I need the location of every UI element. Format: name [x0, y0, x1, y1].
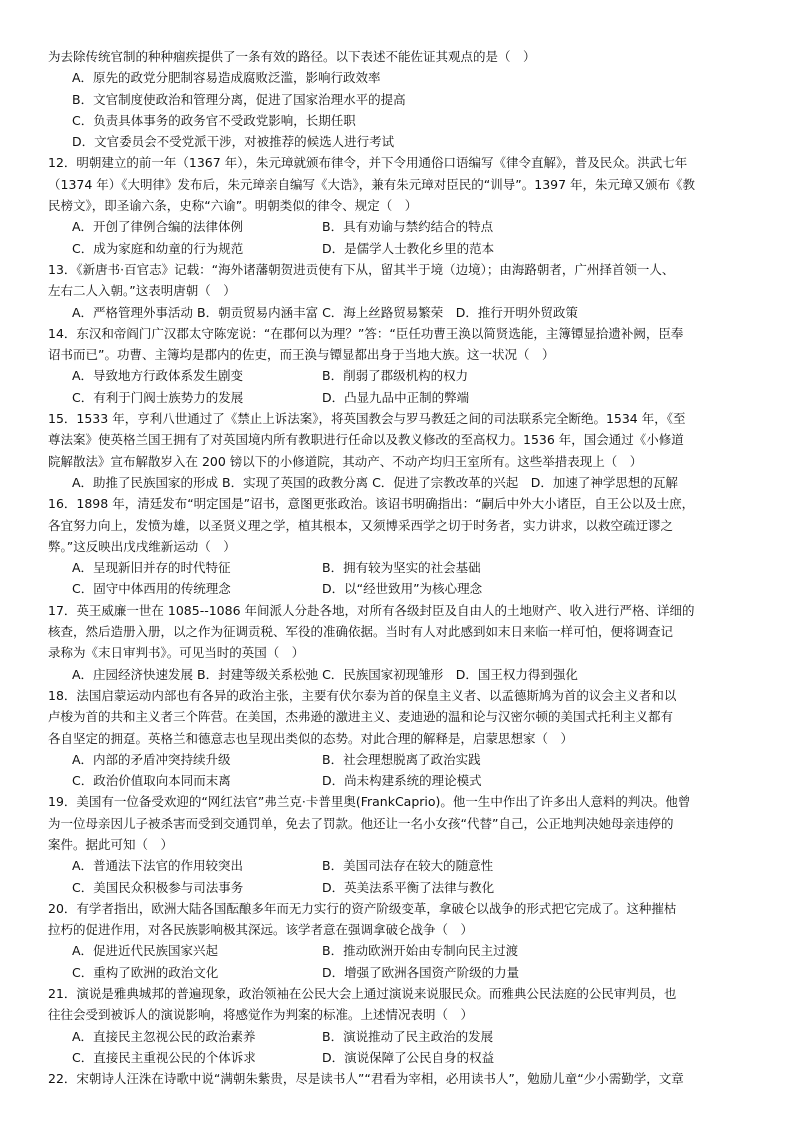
question-17-line-1: 17．英王威廉一世在 1085--1086 年间派人分赴各地，对所有各级封臣及自由人的土地财产、收入进行严格、详细的 [48, 602, 695, 618]
question-18 [48, 685, 764, 791]
question-19-line-2: 为一位母亲因儿子被杀害而受到交通罚单，免去了罚款。他还让一名小女孩“代替”自己，公正地判决她母亲违停的 [48, 815, 674, 831]
question-22-line-1: 22．宋朝诗人汪洙在诗歌中说“满朝朱紫贵，尽是读书人”“君看为宰相，必用读书人”，勉励儿童“少小需勤学，文章 [48, 1071, 684, 1087]
question-13-line-1: 13．《新唐书·百官志》记载：“海外诸藩朝贺进贡使有下从，留其半于境（边境）；由海路朝者，广州择首领一人、 [48, 261, 675, 277]
question-12 [48, 152, 764, 258]
option-a: A．普通法下法官的作用较突出 [72, 858, 244, 874]
option-d: D．以“经世致用”为核心理念 [322, 581, 483, 597]
option-c: C．重构了欧洲的政治文化 [72, 964, 219, 980]
options-row [48, 578, 764, 599]
option-d: D．英美法系平衡了法律与教化 [322, 879, 495, 895]
options-row [48, 387, 764, 408]
option-c: C．有利于门阀士族势力的发展 [72, 389, 244, 405]
option-c: C．政治价值取向本同而末离 [72, 773, 231, 789]
options-row [48, 770, 764, 791]
question-14-line-1: 14．东汉和帝阎门广汉郡太守陈宠说：“在郡何以为理？”答：“臣任功曹王涣以简贤选能，主簿镡显拾遗补阙，臣奉 [48, 325, 684, 341]
question-16-line-2: 各宜努力向上，发愤为雄，以圣贤义理之学，植其根本，又须博采西学之切于时务者，实力讲求，以救空疏迂谬之 [48, 517, 674, 533]
option-c: C．固守中体西用的传统理念 [72, 581, 231, 597]
options-row [48, 1026, 764, 1047]
options-row [48, 940, 764, 961]
question-17 [48, 600, 764, 685]
question-17-line-2: 核查，然后造册入册，以之作为征调贡税、军役的准确依据。当时有人对此感到如末日来临一样可怕，便将调查记 [48, 624, 674, 640]
question-20-line-1: 20．有学者指出，欧洲大陆各国酝酿多年而无力实行的资产阶级变革，拿破仑以战争的形式把它完成了。这种摧枯 [48, 900, 677, 916]
options-row [48, 238, 764, 259]
option-d: D．文官委员会不受党派干涉，对被推荐的候选人进行考试 [72, 134, 395, 150]
question-13-line-2: 左右二人入朝。”这表明唐朝（ ） [48, 283, 236, 299]
option-a: A．导致地方行政体系发生剧变 [72, 368, 244, 384]
options-row [48, 557, 764, 578]
option-b: B．社会理想脱离了政治实践 [322, 751, 481, 767]
option-d: D．是儒学人士教化乡里的范本 [322, 240, 495, 256]
options-row [48, 216, 764, 237]
question-12-line-1: 12．明朝建立的前一年（1367 年），朱元璋就颁布律令，并下令用通俗口语编写《律令直解》，普及民众。洪武七年 [48, 155, 688, 171]
option-d: D．演说保障了公民自身的权益 [322, 1049, 495, 1065]
question-18-line-1: 18．法国启蒙运动内部也有各异的政治主张，主要有伏尔泰为首的保皇主义者、以孟德斯鸠为首的议会主义者和以 [48, 687, 677, 703]
question-21-line-2: 往往会受到被诉人的演说影响，将感觉作为判案的标准。上述情况表明（ ） [48, 1007, 474, 1023]
question-19 [48, 791, 764, 897]
question-12-line-3: 民榜文》，即圣谕六条，史称“六谕”。明朝类似的律令、规定（ ） [48, 198, 418, 214]
question-15-line-3: 院解散法》宣布解散岁入在 200 镑以下的小修道院，其动产、不动产均归王室所有。这些举措表现上（ ） [48, 453, 643, 469]
option-c: C．直接民主重视公民的个体诉求 [72, 1049, 256, 1065]
options-row [48, 749, 764, 770]
options-row [48, 962, 764, 983]
options-row [48, 877, 764, 898]
option-a: A．内部的矛盾冲突持续升级 [72, 751, 231, 767]
option-a: A．开创了律例合编的法律体例 [72, 219, 244, 235]
options-row: A．助推了民族国家的形成 B．实现了英国的政教分离 C．促进了宗教改革的兴起 D．加速了神学思想的瓦解 [72, 474, 678, 490]
question-19-line-1: 19．美国有一位备受欢迎的“网红法官”弗兰克·卡普里奥(FrankCaprio)。他一生中作出了许多出人意料的判决。他曾 [48, 794, 691, 810]
question-21-line-1: 21．演说是雅典城邦的普遍现象，政治领袖在公民大会上通过演说来说服民众。而雅典公民法庭的公民审判员，也 [48, 986, 677, 1002]
option-a: A．呈现新旧并存的时代特征 [72, 560, 231, 576]
question-15-line-1: 15．1533 年，亨利八世通过了《禁止上诉法案》，将英国教会与罗马教廷之间的司法联系完全断绝。1534 年，《至 [48, 411, 686, 427]
option-a: A．直接民主忽视公民的政治素养 [72, 1028, 256, 1044]
question-20-line-2: 拉朽的促进作用，对各民族影响极其深远。该学者意在强调拿破仑战争（ ） [48, 922, 474, 938]
options-row: A．庄园经济快速发展 B．封建等级关系松弛 C．民族国家初现雏形 D．国王权力得到强化 [72, 666, 578, 682]
option-b: B．推动欧洲开始由专制向民主过渡 [322, 943, 519, 959]
option-b: B．文官制度使政治和管理分离，促进了国家治理水平的提高 [72, 91, 406, 107]
question-15 [48, 408, 764, 493]
options-row: A．严格管理外事活动 B．朝贡贸易内涵丰富 C．海上丝路贸易繁荣 D．推行开明外贸政策 [72, 304, 578, 320]
option-c: C．美国民众积极参与司法事务 [72, 879, 244, 895]
option-d: D．尚未构建系统的理论模式 [322, 773, 482, 789]
options-row [48, 855, 764, 876]
question-18-line-3: 各自坚定的拥趸。英格兰和德意志也呈现出类似的态势。对此合理的解释是，启蒙思想家（ ） [48, 730, 574, 746]
question-20 [48, 898, 764, 983]
option-b: B．拥有较为坚实的社会基础 [322, 560, 481, 576]
question-17-line-3: 录称为《末日审判书》。可见当时的英国（ ） [48, 645, 305, 661]
options-row [48, 365, 764, 386]
option-d: D．凸显九品中正制的弊端 [322, 389, 470, 405]
question-14 [48, 323, 764, 408]
question-15-line-2: 尊法案》使英格兰国王拥有了对英国境内所有教职进行任命以及教义修改的至高权力。1536 年，国会通过《小修道 [48, 432, 684, 448]
question-14-line-2: 诏书而已”。功曹、主簿均是郡内的佐吏，而王涣与镡显都出身于当地大族。这一状况（ ） [48, 347, 555, 363]
question-11-stem: 为去除传统官制的种种痼疾提供了一条有效的路径。以下表述不能佐证其观点的是（ ） [48, 49, 536, 64]
question-13 [48, 259, 764, 323]
option-b: B．演说推动了民主政治的发展 [322, 1028, 494, 1044]
option-b: B．削弱了郡级机构的权力 [322, 368, 469, 384]
question-16-line-1: 16．1898 年，清廷发布“明定国是”诏书，意图更张政治。该诏书明确指出：“嗣后中外大小诸臣，自王公以及士庶， [48, 496, 695, 512]
question-16-line-3: 弊。”这反映出戊戌维新运动（ ） [48, 538, 236, 554]
option-c: C．负责具体事务的政务官不受政党影响，长期任职 [72, 112, 356, 128]
question-19-line-3: 案件。据此可知（ ） [48, 836, 174, 852]
option-b: B．具有劝谕与禁约结合的特点 [322, 219, 494, 235]
question-12-line-2: （1374 年）《大明律》发布后，朱元璋亲自编写《大诰》，兼有朱元璋对臣民的“训导”。1397 年，朱元璋又颁布《教 [48, 176, 696, 192]
options-row [48, 1047, 764, 1068]
option-a: A．促进近代民族国家兴起 [72, 943, 219, 959]
question-22 [48, 1068, 764, 1089]
option-b: B．美国司法存在较大的随意性 [322, 858, 494, 874]
option-c: C．成为家庭和幼童的行为规范 [72, 240, 244, 256]
question-18-line-2: 卢梭为首的共和主义者三个阵营。在美国，杰弗逊的激进主义、麦迪逊的温和论与汉密尔顿的美国式托利主义都有 [48, 709, 674, 725]
question-16 [48, 493, 764, 599]
option-d: D．增强了欧洲各国资产阶级的力量 [322, 964, 520, 980]
question-21 [48, 983, 764, 1068]
option-a: A．原先的政党分肥制容易造成腐败泛滥，影响行政效率 [72, 70, 381, 86]
